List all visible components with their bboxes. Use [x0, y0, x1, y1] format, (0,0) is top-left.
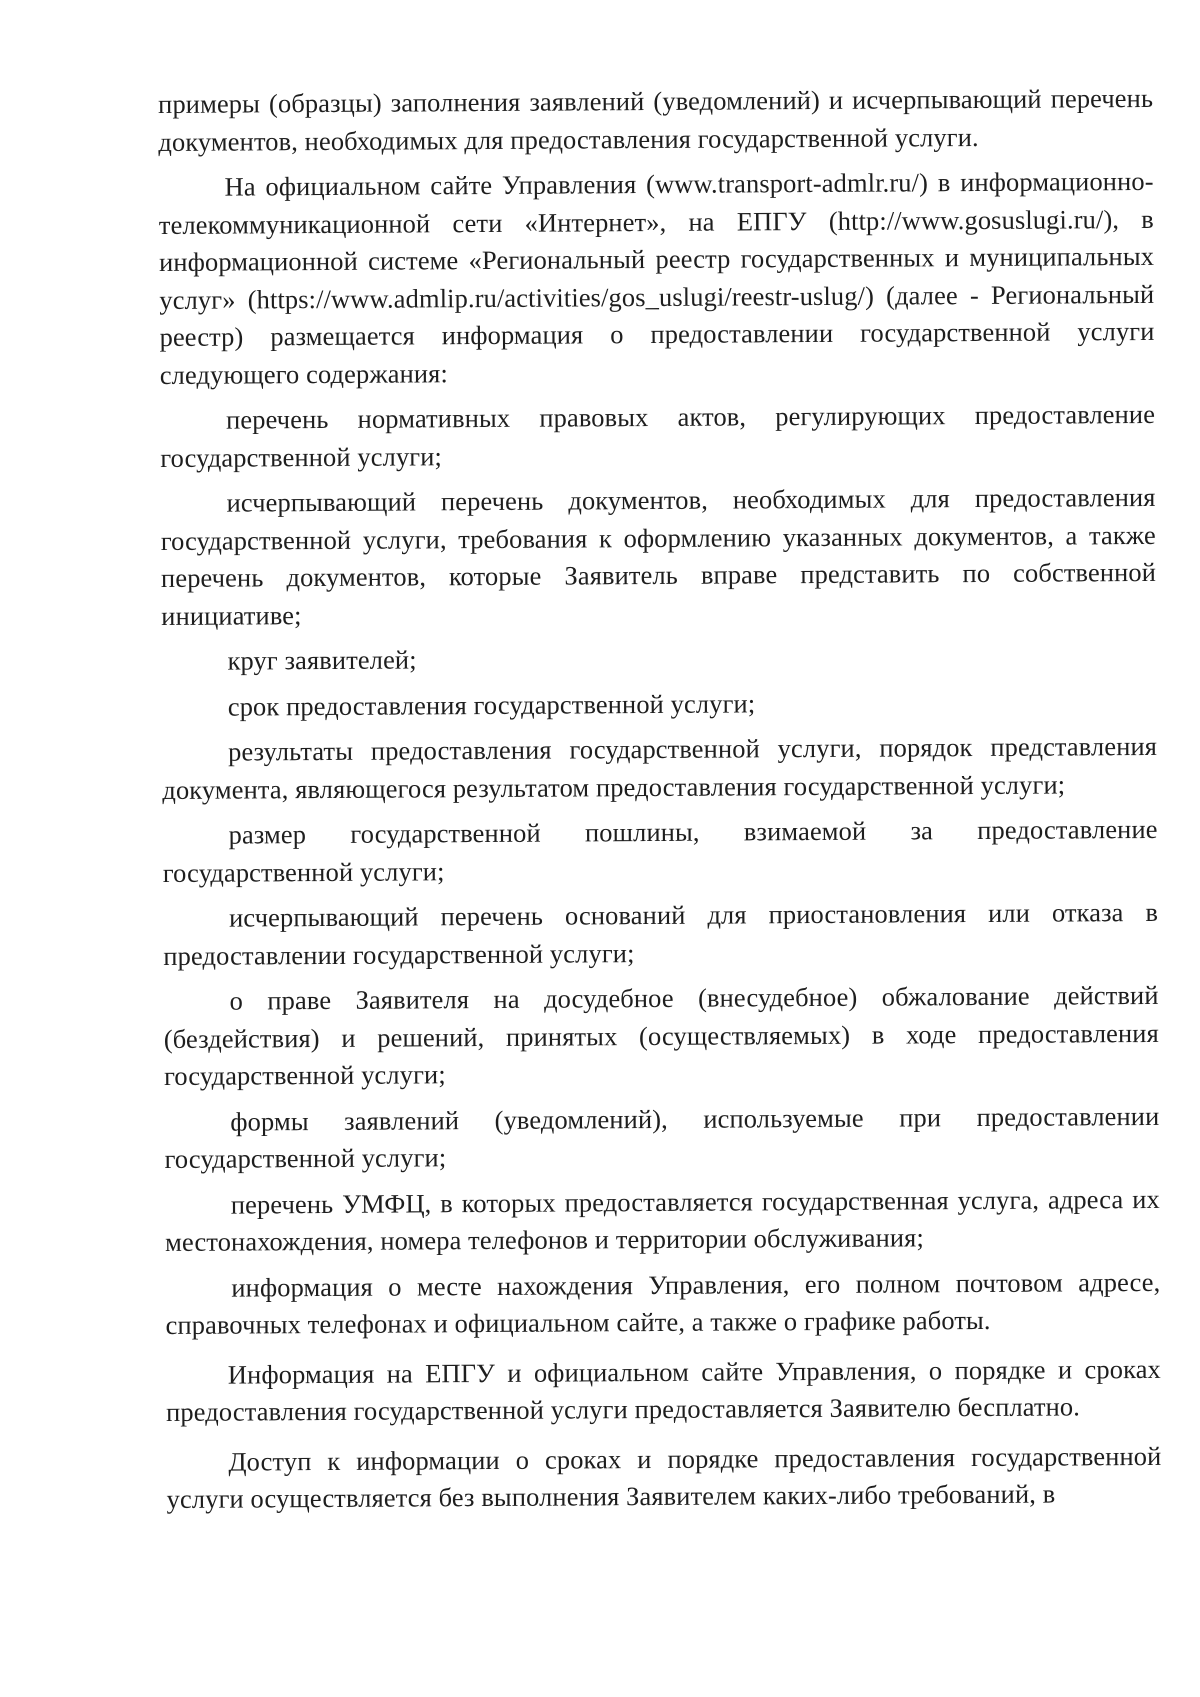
- list-item-umfc: перечень УМФЦ, в которых предоставляется государственная услуга, адреса их местонахождения, номера телефонов и территории обслуживания;: [164, 1183, 1160, 1257]
- list-item-applicants: круг заявителей;: [227, 644, 417, 676]
- paragraph-access-info: Доступ к информации о сроках и порядке предоставления государственной услуги осуществляется без выполнения Заявителем каких-либо требований, в: [166, 1440, 1162, 1514]
- list-item-documents: исчерпывающий перечень документов, необходимых для предоставления государственной услуги, требования к оформлению указанных документов, а также перечень документов, которые Заявитель вправе представить по собственной инициативе;: [160, 481, 1157, 631]
- list-item-refusal-grounds: исчерпывающий перечень оснований для приостановления или отказа в предоставлении государственной услуги;: [163, 896, 1159, 971]
- list-item-fee: размер государственной пошлины, взимаемой за предоставление государственной услуги;: [162, 813, 1158, 888]
- list-item-office-info: информация о месте нахождения Управления, его полном почтовом адресе, справочных телефонах и официальном сайте, а также о графике работы.: [165, 1266, 1161, 1340]
- list-item-results: результаты предоставления государственной услуги, порядок представления документа, являющегося результатом предоставления государственной услуги;: [162, 730, 1158, 805]
- list-item-forms: формы заявлений (уведомлений), используемые при предоставлении государственной услуги;: [164, 1100, 1160, 1174]
- list-item-legal-acts: перечень нормативных правовых актов, регулирующих предоставление государственной услуги;: [160, 398, 1156, 473]
- paragraph-continuation: примеры (образцы) заполнения заявлений (уведомлений) и исчерпывающий перечень документов, необходимых для предоставления государственной услуги.: [158, 82, 1154, 157]
- list-item-term: срок предоставления государственной услуги;: [227, 687, 756, 722]
- paragraph-official-site: На официальном сайте Управления (www.transport-admlr.ru/) в информационно-телекоммуникационной сети «Интернет», на ЕПГУ (http://www.gosuslugi.ru/), в информационной системе «Региональный реестр государственных и муниципальных услуг» (https://www.admlip.ru/activities/gos_uslugi/reestr-uslug/) (далее - Региональный реестр) размещается информация о предоставлении государственной услуги следующего содержания:: [158, 165, 1155, 390]
- document-body: [158, 80, 1162, 1519]
- list-item-appeal-right: о праве Заявителя на досудебное (внесудебное) обжалование действий (бездействия) и решений, принятых (осуществляемых) в ходе предоставления государственной услуги;: [163, 979, 1159, 1091]
- paragraph-free-info: Информация на ЕПГУ и официальном сайте Управления, о порядке и сроках предоставления государственной услуги предоставляется Заявителю бесплатно.: [166, 1353, 1161, 1427]
